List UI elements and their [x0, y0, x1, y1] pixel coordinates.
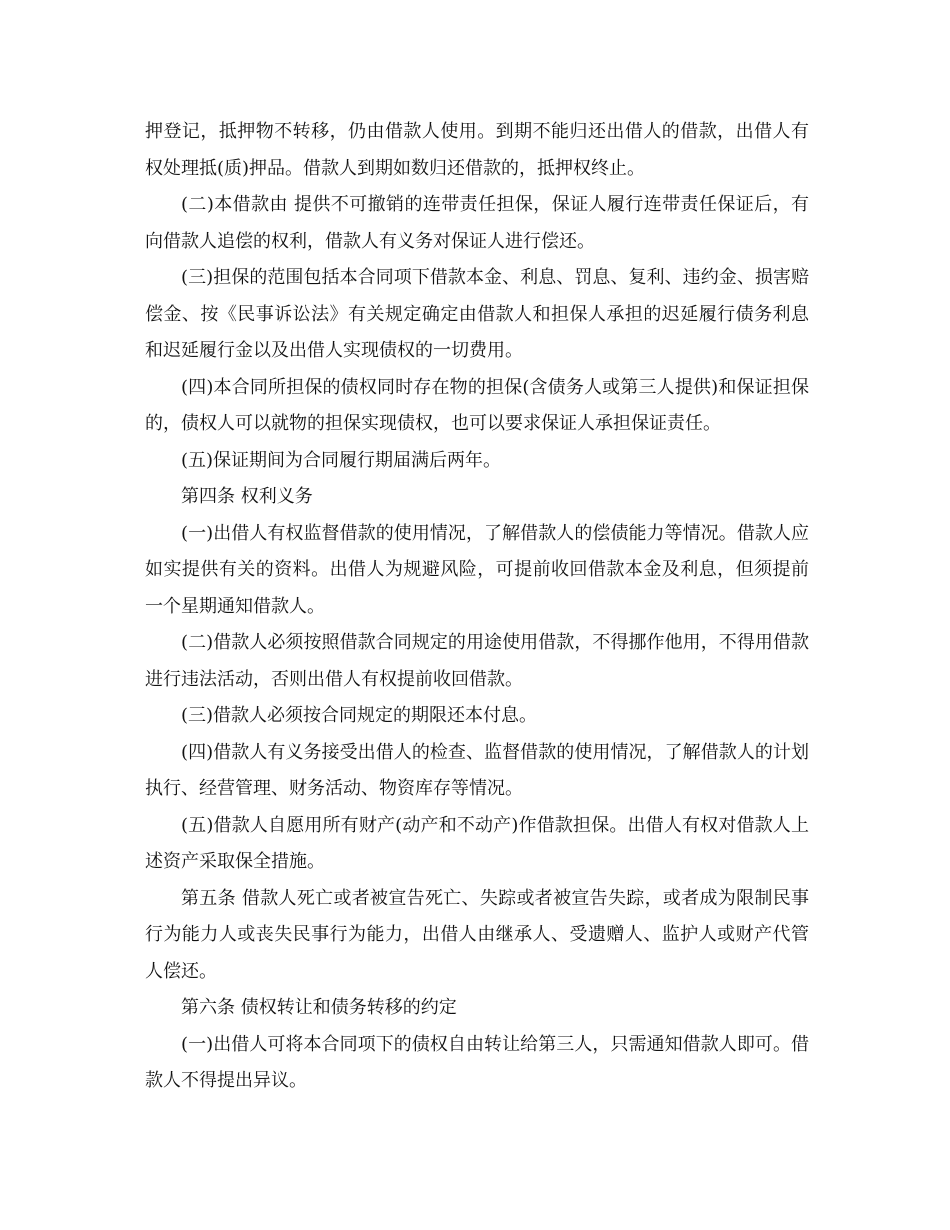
article-4-heading: 第四条 权利义务	[181, 486, 313, 507]
paragraph-guarantee-5: (五)保证期间为合同履行期届满后两年。	[181, 449, 502, 471]
paragraph-guarantee-2: (二)本借款由 提供不可撤销的连带责任担保，保证人履行连带责任保证后，有向借款人追偿的权利，借款人有义务对保证人进行偿还。	[145, 194, 809, 252]
paragraph-guarantee-3: (三)担保的范围包括本合同项下借款本金、利息、罚息、复利、违约金、损害赔偿金、按《民事诉讼法》有关规定确定由借款人和担保人承担的迟延履行债务利息和迟延履行金以及出借人实现债权的一切费用。	[145, 267, 809, 361]
paragraph-rights-1: (一)出借人有权监督借款的使用情况，了解借款人的偿债能力等情况。借款人应如实提供有关的资料。出借人为规避风险，可提前收回借款本金及利息，但须提前一个星期通知借款人。	[145, 522, 809, 617]
paragraph-rights-3: (三)借款人必须按合同规定的期限还本付息。	[181, 705, 538, 726]
paragraph-rights-2: (二)借款人必须按照借款合同规定的用途使用借款，不得挪作他用，不得用借款进行违法活动，否则出借人有权提前收回借款。	[145, 632, 809, 690]
paragraph-transfer-1: (一)出借人可将本合同项下的债权自由转让给第三人，只需通知借款人即可。借款人不得提出异议。	[145, 1033, 809, 1091]
paragraph-mortgage-continuation: 押登记，抵押物不转移，仍由借款人使用。到期不能归还出借人的借款，出借人有权处理抵(质)押品。借款人到期如数归还借款的，抵押权终止。	[145, 121, 809, 179]
document-body	[145, 114, 809, 1100]
paragraph-rights-4: (四)借款人有义务接受出借人的检查、监督借款的使用情况，了解借款人的计划执行、经营管理、财务活动、物资库存等情况。	[145, 741, 809, 799]
article-5-paragraph: 第五条 借款人死亡或者被宣告死亡、失踪或者被宣告失踪，或者成为限制民事行为能力人或丧失民事行为能力，出借人由继承人、受遗赠人、监护人或财产代管人偿还。	[145, 887, 809, 982]
paragraph-rights-5: (五)借款人自愿用所有财产(动产和不动产)作借款担保。出借人有权对借款人上述资产采取保全措施。	[145, 814, 809, 872]
article-6-heading: 第六条 债权转让和债务转移的约定	[181, 997, 457, 1018]
paragraph-guarantee-4: (四)本合同所担保的债权同时存在物的担保(含债务人或第三人提供)和保证担保的，债权人可以就物的担保实现债权，也可以要求保证人承担保证责任。	[145, 376, 809, 434]
